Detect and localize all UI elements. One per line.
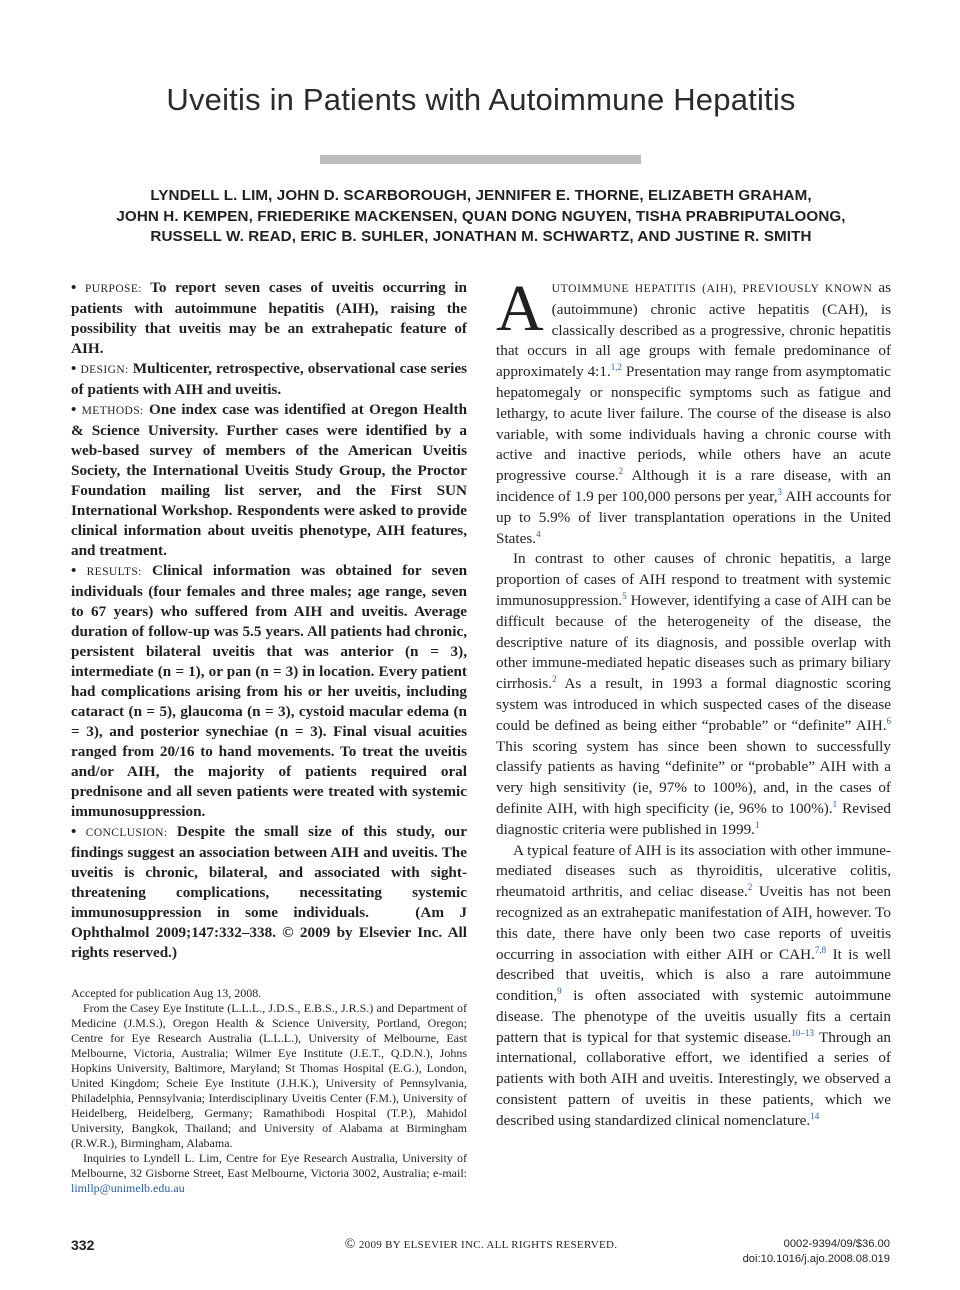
drop-cap: A — [496, 272, 544, 345]
abstract — [71, 278, 467, 963]
p1-text-a: as (autoimmune) chronic active hepatitis (CAH), is classically described as a progressive, chronic hepatitis that occurs in all age groups with female predominance of approximately 4:1. — [496, 279, 891, 381]
ref-link[interactable]: 14 — [810, 1110, 820, 1121]
p3-text-c: It is well described that uveitis, which is also a rare autoimmune condition, — [496, 945, 892, 1005]
email-link[interactable]: limllp@unimelb.edu.au — [71, 1181, 185, 1195]
title-divider — [320, 155, 641, 164]
accepted-date: Accepted for publication Aug 13, 2008. — [71, 986, 262, 1000]
ref-link[interactable]: 9 — [557, 986, 562, 997]
methods-text: One index case was identified at Oregon Health & Science University. Further cases were identified by a web-based survey of members of the American Uveitis Society, the International Uveitis Study Group, the Proctor Foundation mailing list server, and the First SUN International Workshop. Respondents were asked to provide clinical information about uveitis phenotype, AIH features, and treatment. — [71, 401, 468, 559]
article-notes — [71, 986, 467, 1196]
ref-link[interactable]: 4 — [536, 528, 541, 539]
abstract-conclusion: • CONCLUSION: Despite the small size of this study, our findings suggest an association between AIH and uveitis. The uveitis is chronic, bilateral, and associated with sight-threatening complications, necessitating systemic immunosuppression in some individuals. (Am J Ophthalmol 2009;147:332–338. © 2009 by Elsevier Inc. All rights reserved.) — [71, 823, 468, 961]
abstract-design: • DESIGN: Multicenter, retrospective, observational case series of patients with AIH and uveitis. — [71, 360, 468, 398]
ref-link[interactable]: 2 — [618, 466, 624, 477]
ref-link[interactable]: 6 — [886, 715, 891, 726]
issn-doi — [743, 1237, 890, 1267]
ref-link[interactable]: 2 — [747, 882, 753, 893]
inquiries — [71, 1151, 467, 1196]
body-paragraph-3 — [496, 841, 891, 1132]
p2-text-b: However, identifying a case of AIH can be difficult because of the heterogeneity of the disease, the descriptive nature of its diagnosis, and possible overlap with other immune-mediated hepatic diseases such as primary biliary cirrhosis. — [496, 591, 891, 693]
purpose-label: PURPOSE: — [84, 283, 142, 295]
p3-text-a: A typical feature of AIH is its association with other immune-mediated diseases such as thyroiditis, ulcerative colitis, rheumatoid arthritis, and celiac disease. — [496, 841, 891, 901]
affiliations: From the Casey Eye Institute (L.L.L., J.D.S., E.B.S., J.R.S.) and Department of Medicine (J.M.S.), Oregon Health & Science University, Portland, Oregon; Centre for Eye Research Australia (L.L.L.), University of Melbourne, East Melbourne, Victoria, Australia; Wilmer Eye Institute (J.E.T., Q.D.N.), Johns Hopkins University, Baltimore, Maryland; St Thomas Hospital (E.G.), London, United Kingdom; Scheie Eye Institute (J.H.K.), University of Pennsylvania, Philadelphia, Pennsylvania; Interdisciplinary Uveitis Center (F.M.), University of Heidelberg, Heidelberg, Germany; Ramathibodi Hospital (T.P.), Mahidol University, Bangkok, Thailand; and University of Alabama at Birmingham (R.W.R.), Birmingham, Alabama. — [71, 1001, 467, 1150]
p1-text-c: Although it is a rare disease, with an incidence of 1.9 per 100,000 persons per year, — [496, 467, 891, 505]
purpose-text: To report seven cases of uveitis occurring in patients with autoimmune hepatitis (AIH), raising the possibility that uveitis may be an extrahepatic feature of AIH. — [71, 279, 467, 357]
author-line-2: JOHN H. KEMPEN, FRIEDERIKE MACKENSEN, QUAN DONG NGUYEN, TISHA PRABRIPUTALOONG, — [116, 207, 846, 225]
p1-text-d: AIH accounts for up to 5.9% of liver transplantation operations in the United States. — [496, 487, 891, 547]
ref-link[interactable]: 1,2 — [610, 362, 623, 373]
author-line-1: LYNDELL L. LIM, JOHN D. SCARBOROUGH, JENNIFER E. THORNE, ELIZABETH GRAHAM, — [150, 187, 812, 204]
copyright-text: 2009 BY ELSEVIER INC. ALL RIGHTS RESERVED. — [358, 1239, 618, 1251]
p3-text-e: Through an international, collaborative effort, we identified a series of patients with both AIH and uveitis. Interestingly, we observed a consistent pattern of uveitis in these patients, which we described using standardized clinical nomenclature. — [496, 1028, 891, 1129]
ref-link[interactable]: 10–13 — [791, 1027, 814, 1038]
p2-text-a: In contrast to other causes of chronic hepatitis, a large proportion of cases of AIH respond to treatment with systemic immunosuppression. — [496, 550, 891, 609]
inquiries-text: Inquiries to Lyndell L. Lim, Centre for Eye Research Australia, University of Melbourne, 32 Gisborne Street, East Melbourne, Victoria 3002, Australia; e-mail: — [71, 1151, 467, 1180]
p3-text-d: is often associated with systemic autoimmune disease. The phenotype of the uveitis usually fits a certain pattern that is typical for that systemic disease. — [496, 987, 892, 1046]
body-text — [496, 272, 892, 1132]
results-text: Clinical information was obtained for seven individuals (four females and three males; age range, seven to 67 years) who suffered from AIH and uveitis. Average duration of follow-up was 5.5 years. All patients had chronic, persistent bilateral uveitis that was anterior (n = 3), intermediate (n = 1), or pan (n = 3) in location. Every patient had complications arising from his or her uveitis, including cataract (n = 5), glaucoma (n = 3), cystoid macular edema (n = 3), and posterior synechiae (n = 3). Final visual acuities ranged from 20/16 to hand movements. To treat the uveitis and/or AIH, the majority of patients required oral prednisone and all seven patients were treated with systemic immunosuppression. — [71, 562, 468, 820]
body-paragraph-1 — [496, 272, 891, 549]
p3-text-b: Uveitis has not been recognized as an extrahepatic manifestation of AIH, however. To this date, there have only been two case reports of uveitis occurring in association with either AIH or CAH. — [496, 883, 891, 963]
p2-text-c: As a result, in 1993 a formal diagnostic scoring system was introduced in which suspected cases of the disease could be defined as being either “probable” or “definite” AIH. — [496, 675, 891, 734]
abstract-purpose: • PURPOSE: To report seven cases of uveitis occurring in patients with autoimmune hepatitis (AIH), raising the possibility that uveitis may be an extrahepatic feature of AIH. — [71, 279, 467, 357]
ref-link[interactable]: 5 — [622, 590, 627, 601]
abstract-results: • RESULTS: Clinical information was obtained for seven individuals (four females and three males; age range, seven to 67 years) who suffered from AIH and uveitis. Average duration of follow-up was 5.5 years. All patients had chronic, persistent bilateral uveitis that was anterior (n = 3), intermediate (n = 1), or pan (n = 3) in location. Every patient had complications arising from his or her uveitis, including cataract (n = 5), glaucoma (n = 3), cystoid macular edema (n = 3), and posterior synechiae (n = 3). Final visual acuities ranged from 20/16 to hand movements. To treat the uveitis and/or AIH, the majority of patients required oral prednisone and all seven patients were treated with systemic immunosuppression. — [71, 562, 468, 820]
design-label: DESIGN: — [80, 364, 129, 376]
ref-link[interactable]: 3 — [777, 486, 783, 497]
conclusion-text: Despite the small size of this study, our findings suggest an association between AIH and uveitis. The uveitis is chronic, bilateral, and associated with sight-threatening complications, necessitating systemic immunosuppression in some individuals. — [71, 823, 467, 921]
methods-label: METHODS: — [81, 405, 144, 417]
ref-link[interactable]: 2 — [552, 674, 557, 685]
author-line-3: RUSSELL W. READ, ERIC B. SUHLER, JONATHAN M. SCHWARTZ, AND JUSTINE R. SMITH — [150, 228, 812, 245]
p2-text-d: This scoring system has since been shown to successfully classify patients as having “definite” or “probable” AIH with a very high sensitivity (ie, 97% to 100%), and, in the cases of definite AIH, with high specificity (ie, 96% to 100%). — [496, 737, 891, 817]
article-title: Uveitis in Patients with Autoimmune Hepatitis — [166, 82, 796, 117]
design-text: Multicenter, retrospective, observational case series of patients with AIH and uveitis. — [71, 360, 468, 398]
p1-text-b: Presentation may range from asymptomatic hepatomegaly or nonspecific symptoms such as fatigue and lethargy, to acute liver failure. The course of the disease is also variable, with some individuals having a chronic course with active and inactive periods, while others have an acute progressive course. — [496, 363, 891, 485]
ref-link[interactable]: 1 — [754, 819, 760, 830]
doi[interactable]: doi:10.1016/j.ajo.2008.08.019 — [742, 1253, 890, 1265]
body-paragraph-2 — [496, 549, 891, 840]
opening-smallcaps: UTOIMMUNE HEPATITIS (AIH), PREVIOUSLY KNOWN — [551, 282, 873, 295]
conclusion-label: CONCLUSION: — [85, 827, 168, 839]
abstract-methods: • METHODS: One index case was identified at Oregon Health & Science University. Further cases were identified by a web-based survey of members of the American Uveitis Society, the International Uveitis Study Group, the Proctor Foundation mailing list server, and the First SUN International Workshop. Respondents were asked to provide clinical information about uveitis phenotype, AIH features, and treatment. — [71, 401, 468, 559]
page-number: 332 — [71, 1237, 95, 1253]
author-list — [60, 186, 902, 248]
issn: 0002-9394/09/$36.00 — [783, 1238, 890, 1250]
results-label: RESULTS: — [86, 566, 142, 578]
p2-text-e: Revised diagnostic criteria were published in 1999. — [496, 799, 892, 838]
ref-link[interactable]: 7,8 — [814, 944, 827, 955]
ref-link[interactable]: 1 — [832, 798, 838, 809]
abstract-citation: (Am J Ophthalmol 2009;147:332–338. © 2009 by Elsevier Inc. All rights reserved.) — [71, 904, 468, 961]
copyright-symbol: © — [344, 1237, 356, 1252]
